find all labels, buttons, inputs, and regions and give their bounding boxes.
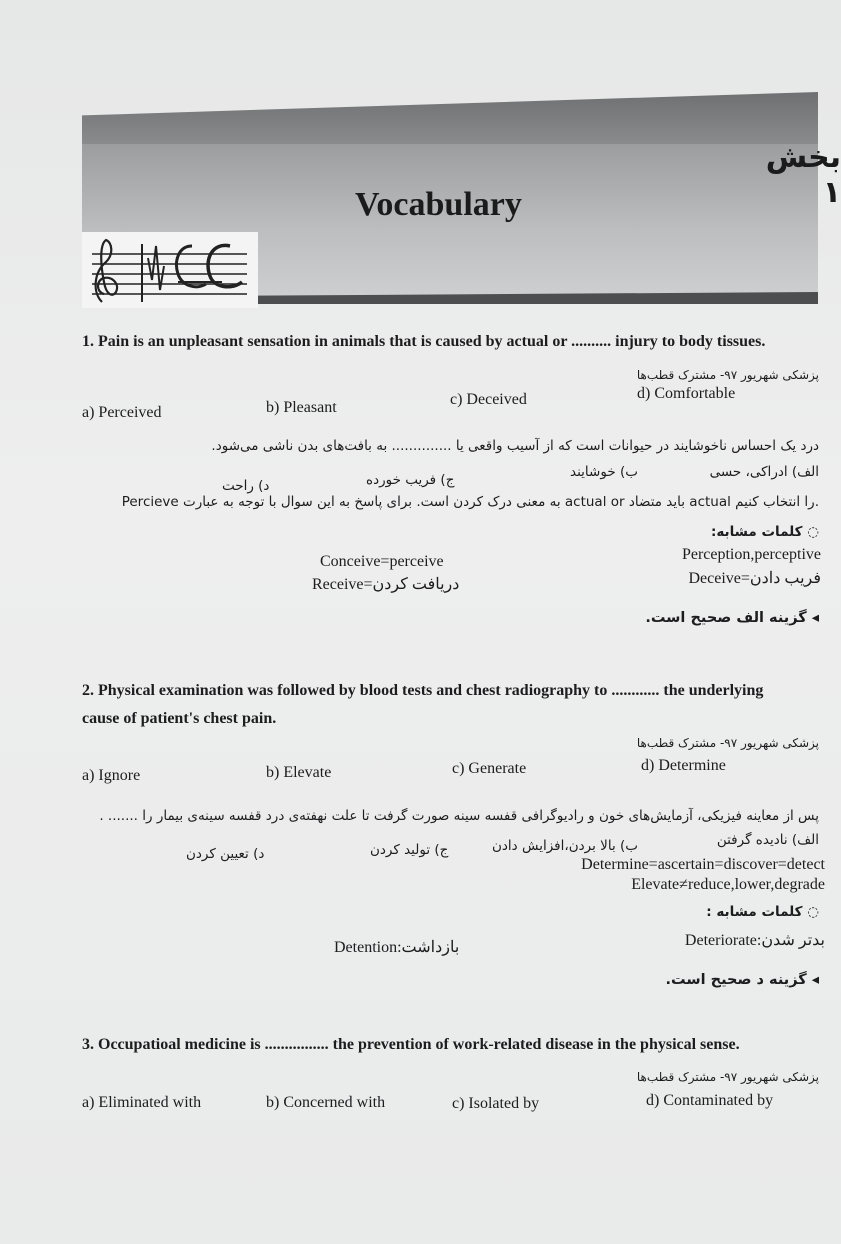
q2-fa-option-c: ج) تولید کردن — [370, 842, 449, 858]
page-title: Vocabulary — [355, 186, 522, 223]
q2-option-d: d) Determine — [641, 757, 726, 774]
q1-similar-word-4: Receive=دریافت کردن — [312, 576, 460, 593]
question-1-text: 1. Pain is an unpleasant sensation in animals that is caused by actual or .......... injury to body tissues. — [82, 333, 766, 350]
q1-option-b: b) Pleasant — [266, 399, 337, 416]
q2-fa-option-d: د) تعیین کردن — [186, 846, 265, 862]
q3-option-d: d) Contaminated by — [646, 1092, 774, 1109]
q1-similar-word-1: Perception,perceptive — [681, 546, 821, 563]
q1-fa-option-d: د) راحت — [222, 478, 270, 494]
q1-similar-word-3: Deceive=فریب دادن — [688, 570, 821, 587]
q2-fa-option-a: الف) نادیده گرفتن — [716, 832, 819, 848]
q2-translation: پس از معاینه فیزیکی، آزمایش‌های خون و رادیوگرافی قفسه سینه صورت گرفت تا علت نهفته‌ی درد قفسه سینه‌ی بیمار را ....... . — [99, 808, 819, 824]
question-3-source: پزشکی شهریور ۹۷- مشترک قطب‌ها — [636, 1070, 819, 1084]
arrow-icon: ◂ — [806, 972, 819, 988]
q1-similar-words-heading: ◌ کلمات مشابه: — [710, 524, 819, 540]
q1-fa-option-a: الف) ادراکی، حسی — [709, 464, 819, 480]
q2-note-2: Elevate≠reduce,lower,degrade — [631, 876, 825, 893]
q2-answer: ◂ گزینه د صحیح است. — [665, 972, 819, 988]
q1-option-d: d) Comfortable — [637, 385, 736, 402]
q2-similar-word-2: Detention:بازداشت — [334, 939, 460, 956]
q2-option-a: a) Ignore — [82, 767, 141, 784]
q1-similar-word-2: Conceive=perceive — [320, 553, 444, 570]
speech-bubble-icon: ◌ — [802, 524, 819, 540]
question-2-source: پزشکی شهریور ۹۷- مشترک قطب‌ها — [636, 736, 819, 750]
question-2-text-line-1: 2. Physical examination was followed by blood tests and chest radiography to ............ the underlying — [82, 682, 764, 699]
section-number: بخش ۱ — [765, 140, 841, 210]
speech-bubble-icon: ◌ — [802, 904, 819, 920]
arrow-icon: ◂ — [806, 610, 819, 626]
q2-fa-option-b: ب) بالا بردن،افزایش دادن — [492, 838, 638, 854]
question-2-text-line-2: cause of patient's chest pain. — [82, 710, 277, 727]
q1-answer: ◂ گزینه الف صحیح است. — [645, 610, 819, 626]
q2-similar-words-heading: ◌ کلمات مشابه : — [706, 904, 819, 920]
q1-translation: درد یک احساس ناخوشایند در حیوانات است که از آسیب واقعی یا .............. به بافت‌های بدن ناشی می‌شود. — [211, 438, 819, 454]
q1-fa-option-b: ب) خوشایند — [570, 464, 638, 480]
q1-fa-option-c: ج) فریب خورده — [366, 472, 455, 488]
q3-option-b: b) Concerned with — [266, 1094, 386, 1111]
question-1-source: پزشکی شهریور ۹۷- مشترک قطب‌ها — [636, 368, 819, 382]
publisher-logo — [82, 232, 258, 308]
banner-top-strip — [82, 92, 818, 144]
q1-option-a: a) Perceived — [82, 404, 162, 421]
q3-option-a: a) Eliminated with — [82, 1094, 202, 1111]
q2-note-1: Determine=ascertain=discover=detect — [581, 856, 825, 873]
q3-option-c: c) Isolated by — [452, 1095, 540, 1112]
q2-option-c: c) Generate — [452, 760, 527, 777]
q2-option-b: b) Elevate — [266, 764, 332, 781]
q1-option-c: c) Deceived — [450, 391, 527, 408]
q2-similar-word-1: Deteriorate:بدتر شدن — [684, 932, 825, 949]
question-3-text: 3. Occupatioal medicine is ................ the prevention of work-related disease in the physical sense. — [82, 1036, 740, 1053]
q1-explanation: Percieve به معنی درک کردن است. برای پاسخ به این سوال با توجه به عبارت actual or باید متضاد actual را انتخاب کنیم. — [121, 494, 819, 510]
